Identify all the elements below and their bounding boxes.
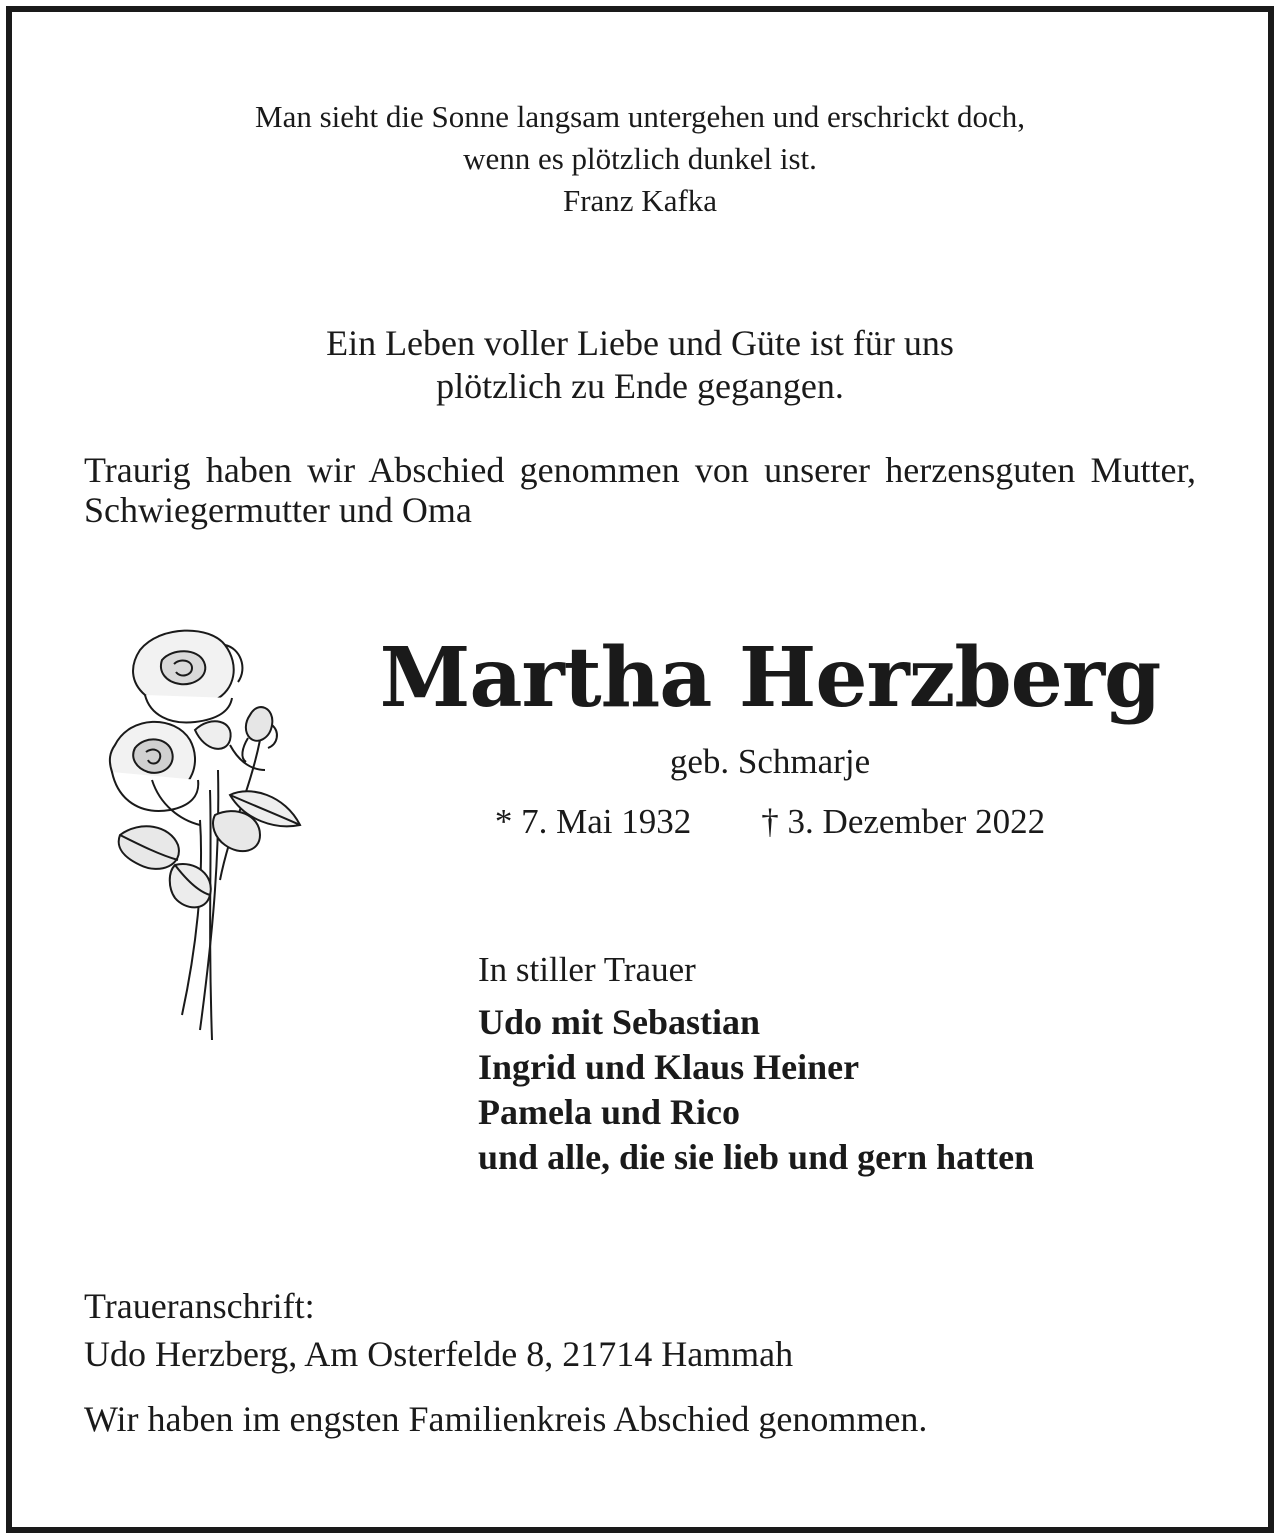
- mourners-list: [478, 1000, 1218, 1180]
- address-value: Udo Herzberg, Am Osterfelde 8, 21714 Hammah: [84, 1334, 794, 1374]
- mourning-heading: In stiller Trauer: [478, 950, 696, 989]
- closing-note: Wir haben im engsten Familienkreis Abschied genommen.: [84, 1399, 928, 1439]
- rose-illustration-icon: [100, 620, 310, 1050]
- quote-line-1: Man sieht die Sonne langsam untergehen und erschrickt doch,: [255, 99, 1025, 134]
- intro-text: [0, 322, 1280, 408]
- life-dates: [360, 800, 1180, 844]
- intro-line-1: Ein Leben voller Liebe und Güte ist für uns: [326, 323, 954, 363]
- kafka-quote: [0, 96, 1280, 222]
- birth-date: * 7. Mai 1932: [494, 802, 692, 841]
- mourner-line: Udo mit Sebastian: [478, 1002, 761, 1042]
- mourning-address: [84, 1282, 793, 1378]
- mourner-line: und alle, die sie lieb und gern hatten: [478, 1137, 1035, 1177]
- quote-author: Franz Kafka: [562, 183, 718, 218]
- mourner-line: Pamela und Rico: [478, 1092, 741, 1132]
- quote-line-2: wenn es plötzlich dunkel ist.: [463, 141, 817, 176]
- farewell-paragraph: Traurig haben wir Abschied genommen von unserer herzensguten Mutter, Schwiegermutter und Oma: [84, 450, 1196, 530]
- deceased-name: Martha Herzberg: [379, 630, 1161, 726]
- address-label: Traueranschrift:: [84, 1286, 315, 1326]
- intro-line-2: plötzlich zu Ende gegangen.: [436, 366, 844, 406]
- death-date: † 3. Dezember 2022: [761, 802, 1046, 841]
- mourner-line: Ingrid und Klaus Heiner: [478, 1047, 860, 1087]
- birth-name: geb. Schmarje: [669, 742, 871, 781]
